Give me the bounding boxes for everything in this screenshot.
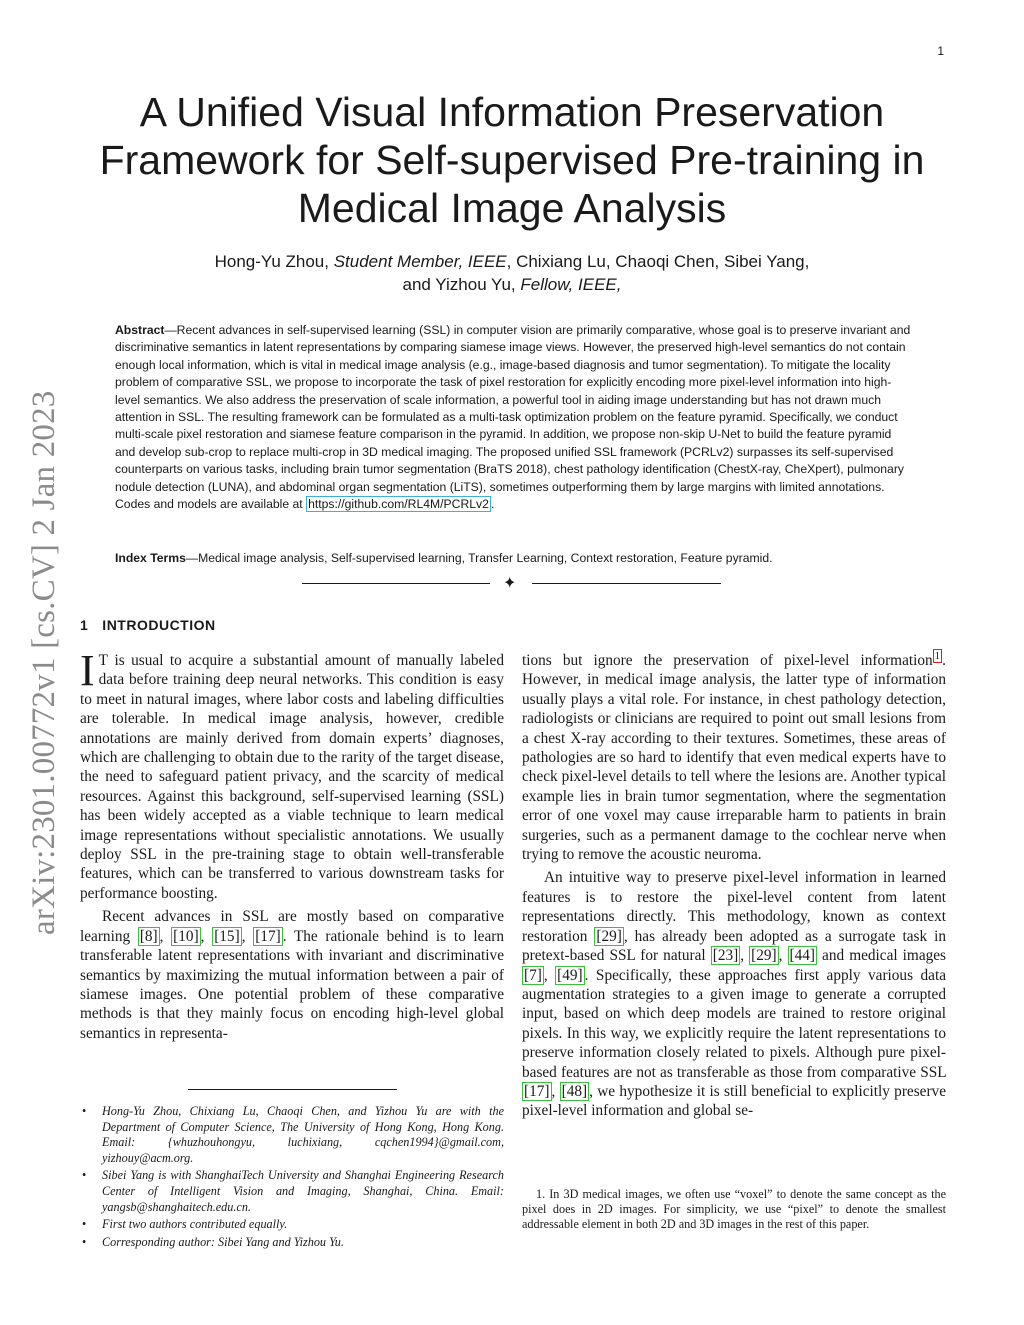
author-list: [0, 250, 1024, 296]
abstract-text: —Recent advances in self-supervised learning (SSL) in computer vision are primarily comparative, whose goal is to preserve invariant and discriminative semantics in latent representations by comparing siamese image views. However, the preserved high-level semantics do not contain enough local information, which is vital in medical image analysis (e.g., image-based diagnosis and tumor segmentation). To mitigate the locality problem of comparative SSL, we propose to incorporate the task of pixel restoration for explicitly encoding more pixel-level information into high-level semantics. We also address the preservation of scale information, a powerful tool in aiding image understanding but has not drawn much attention in SSL. The resulting framework can be formulated as a multi-task optimization problem on the feature pyramid. Specifically, we conduct multi-scale pixel restoration and siamese feature comparison in the pyramid. In addition, we propose non-skip U-Net to build the feature pyramid and develop sub-crop to replace multi-crop in 3D medical imaging. The proposed unified SSL framework (PCRLv2) surpasses its self-supervised counterparts on various tasks, including brain tumor segmentation (BraTS 2018), chest pathology identification (ChestX-ray, CheXpert), pulmonary nodule detection (LUNA), and abdominal organ segmentation (LiTS), sometimes outperforming them by large margins with limited annotations. Codes and models are available at: [115, 323, 911, 512]
paragraph-2: [80, 907, 504, 1043]
divider-rule-left: [302, 583, 490, 584]
paragraph-2-text-end: . The rationale behind is to learn transferable latent representations with invariant and discriminative semantics by maximizing the mutual information between a pair of siamese images. One potential problem of these comparative methods is that they mainly focus on encoding high-level global semantics in representa-: [80, 927, 504, 1042]
index-terms-text: —Medical image analysis, Self-supervised learning, Transfer Learning, Context restoration, Feature pyramid.: [185, 551, 773, 565]
footnote-number: 1.: [536, 1187, 546, 1201]
citation-link[interactable]: [8]: [139, 927, 158, 945]
title-line-1: A Unified Visual Information Preservation: [139, 89, 885, 135]
citation-link[interactable]: [7]: [524, 966, 542, 984]
lead-in: T: [98, 652, 109, 669]
affiliation-text: Corresponding author: Sibei Yang and Yizhou Yu.: [102, 1234, 344, 1249]
section-title-initial: I: [102, 617, 107, 633]
separator: ,: [159, 927, 172, 945]
page-number: 1: [937, 44, 944, 58]
footnote: [522, 1187, 946, 1233]
footnote-link[interactable]: 1: [934, 649, 941, 662]
paper-title: [0, 88, 1024, 232]
footnote-rule: [188, 1089, 397, 1090]
paragraph-1: [80, 646, 504, 903]
citation-link[interactable]: [49]: [557, 966, 583, 984]
affiliation-item: [80, 1235, 504, 1251]
paragraph-4-text: , has already been adopted as a surrogate task in pretext-based SSL for natural: [522, 927, 946, 965]
paragraph-3: [522, 651, 946, 864]
drop-cap: I: [80, 646, 95, 695]
citation-link[interactable]: [44]: [789, 947, 815, 965]
bullet-icon: •: [82, 1104, 87, 1118]
affiliation-text: Hong-Yu Zhou, Chixiang Lu, Chaoqi Chen, and Yizhou Yu are with the Department of Computer Science, The University of Hong Kong, Hong Kong. Email: {whuzhouhongyu, luchixiang, cqchen1994}@gmail.com, yizhouy@acm.org.: [102, 1104, 504, 1165]
author-1-role: Student Member, IEEE: [333, 252, 507, 271]
author-1: Hong-Yu Zhou,: [214, 252, 334, 271]
paragraph-4-text: An intuitive way to preserve pixel-level information in learned features is to restore the pixel-level content from latent representations directly. This methodology, known as context restoration: [522, 869, 946, 945]
title-line-2: Framework for Self-supervised Pre-training in: [99, 137, 925, 183]
bullet-icon: •: [82, 1168, 87, 1183]
authors-group-1: , Chixiang Lu, Chaoqi Chen, Sibei Yang,: [506, 252, 810, 271]
separator: ,: [551, 1082, 560, 1100]
citation-link[interactable]: [17]: [524, 1082, 550, 1100]
bullet-icon: •: [82, 1217, 87, 1232]
separator: ,: [241, 927, 254, 945]
paragraph-3-text-end: . However, in medical image analysis, the latter type of information usually plays a vital role. For instance, in chest pathology detection, radiologists or clinicians are required to point out small lesions from a chest X-ray according to their textures. Sometimes, these areas of pathologies are so hard to identify that even medical experts have to check pixel-level details to tell where the lesions are. Another typical example lies in brain tumor segmentation, where the segmentation error of one voxel may cause irreparable harm to patients in brain surgeries, such as a permanent damage to the cochlear nerve when trying to remove the acoustic neuroma.: [522, 652, 946, 864]
separator: ,: [778, 947, 788, 965]
footnote-text: In 3D medical images, we often use “voxel” to denote the same concept as the pixel does in 2D images. For simplicity, we use “pixel” to denote the smallest addressable element in both 2D and 3D images in the rest of this paper.: [522, 1187, 946, 1232]
section-heading: [80, 617, 216, 633]
citation-link[interactable]: [15]: [214, 927, 240, 945]
title-line-3: Medical Image Analysis: [297, 185, 727, 231]
affiliation-text: Sibei Yang is with ShanghaiTech University and Shanghai Engineering Research Center of Intelligent Vision and Imaging, Shanghai, China. Email: yangsb@shanghaitech.edu.cn.: [102, 1168, 504, 1214]
paragraph-2-text: Recent advances in SSL are mostly based on comparative learning: [80, 908, 504, 945]
affiliation-item: [80, 1104, 504, 1166]
index-terms: [115, 550, 911, 567]
section-title-rest: NTRODUCTION: [106, 617, 216, 633]
abstract-label: Abstract: [115, 323, 165, 337]
right-column: [522, 651, 946, 1121]
paragraph-3-text: tions but ignore the preservation of pixel-level information: [522, 652, 933, 669]
affiliation-notes: [80, 1104, 504, 1252]
paragraph-4-text-end: , we hypothesize it is still beneficial to explicitly preserve pixel-level information and global se-: [522, 1082, 946, 1120]
paragraph-1-text: is usual to acquire a substantial amount of manually labeled data before training deep neural networks. This condition is easy to meet in natural images, where labor costs and labeling difficulties are tolerable. In medical image analysis, however, credible annotations are mainly derived from domain experts’ diagnoses, which are challenging to obtain due to the rarity of the target disease, the need to safeguard patient privacy, and the scarcity of medical resources. Against this background, self-supervised learning (SSL) has been widely accepted as a viable technique to learn medical image representations without specialistic annotations. We usually deploy SSL in the pre-training stage to obtain well-transferable features, which can be transferred to various downstream tasks for performance boosting.: [80, 652, 504, 902]
divider-rule-right: [532, 583, 721, 584]
left-column: [80, 646, 504, 1043]
paragraph-4-text: and medical images: [817, 947, 946, 965]
abstract: [115, 322, 911, 513]
citation-link[interactable]: [10]: [173, 927, 199, 945]
separator: ,: [543, 966, 556, 984]
separator: ,: [200, 927, 213, 945]
bullet-icon: •: [82, 1234, 87, 1249]
divider-ornament-icon: ✦: [503, 573, 517, 592]
citation-link[interactable]: [48]: [561, 1082, 588, 1100]
author-last-role: Fellow, IEEE,: [520, 275, 622, 294]
author-line-1: [0, 250, 1024, 273]
citation-link[interactable]: [29]: [751, 947, 777, 965]
citation-link[interactable]: [29]: [596, 927, 622, 945]
author-line-2: [0, 273, 1024, 296]
citation-link[interactable]: [23]: [712, 947, 739, 965]
index-terms-label: Index Terms: [115, 551, 186, 565]
separator: ,: [740, 947, 750, 965]
arxiv-side-stamp: arXiv:2301.00772v1 [cs.CV] 2 Jan 2023: [26, 390, 62, 935]
paragraph-4: [522, 868, 946, 1120]
affiliation-item: [80, 1217, 504, 1233]
code-link[interactable]: https://github.com/RL4M/PCRLv2: [308, 497, 489, 512]
affiliation-item: [80, 1168, 504, 1215]
affiliation-text: First two authors contributed equally.: [102, 1217, 288, 1232]
paragraph-4-text: . Specifically, these approaches first apply various data augmentation strategies to a given image to generate a corrupted input, based on which deep models are trained to restore original pixels. In this way, we explicitly require the latent representations to preserve information closely related to pixels. Although pure pixel-based features are not as transferable as those from comparative SSL: [522, 966, 946, 1081]
section-number: 1: [80, 617, 89, 633]
abstract-end: .: [490, 497, 495, 512]
citation-link[interactable]: [17]: [255, 927, 281, 945]
author-last: and Yizhou Yu,: [402, 275, 521, 294]
